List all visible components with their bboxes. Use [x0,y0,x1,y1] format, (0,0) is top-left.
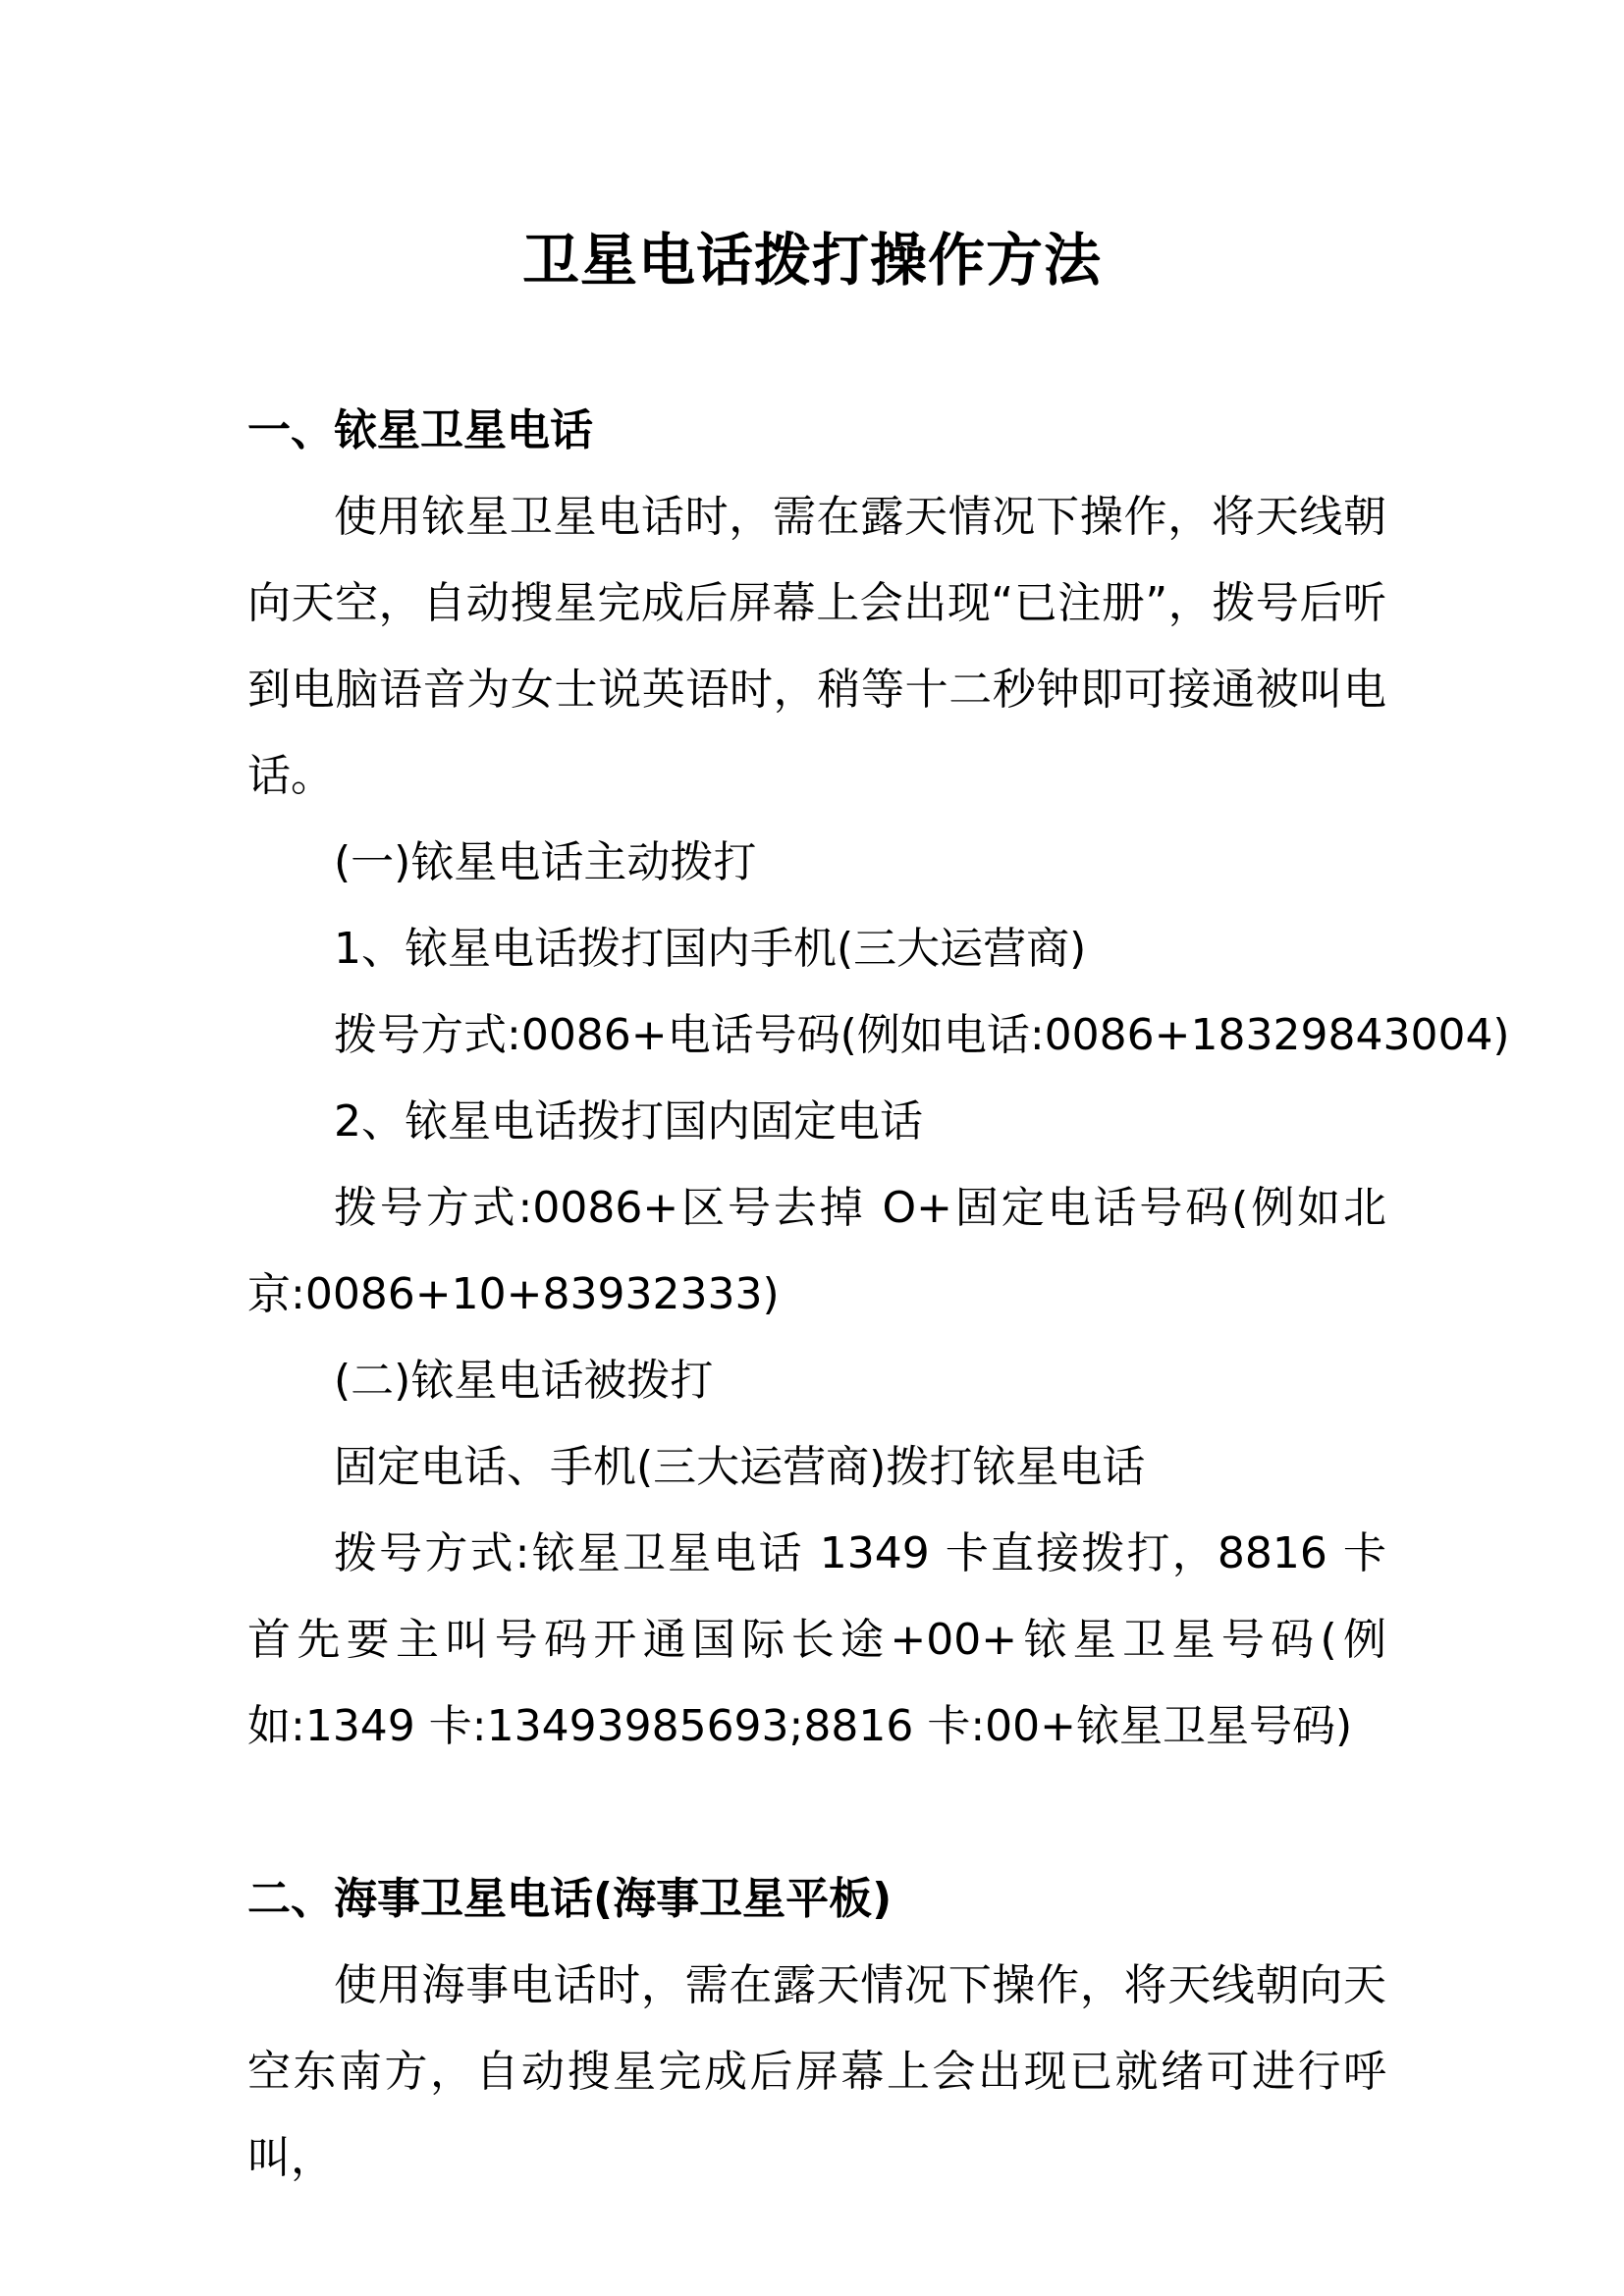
item-1-title: 1、铱星电话拨打国内手机(三大运营商) [334,924,1087,974]
section-1-heading: 一、铱星卫星电话 [247,405,593,455]
item-1-method: 拨号方式:0086+电话号码(例如电话:0086+18329843004) [334,1010,1510,1060]
subsection-2-method: 拨号方式:铱星卫星电话 1349 卡直接拨打，8816 卡首先要主叫号码开通国际长途+00+铱星卫星号码(例如:1349 卡:13493985693;8816 卡:00+铱星卫星号码) [247,1528,1386,1751]
section-2-heading: 二、海事卫星电话(海事卫星平板) [247,1874,893,1924]
document-body [247,388,1510,2202]
subsection-2-heading: (二)铱星电话被拨打 [334,1356,714,1406]
subsection-1-heading: (一)铱星电话主动拨打 [334,837,757,887]
item-2-method: 拨号方式:0086+区号去掉 O+固定电话号码(例如北京:0086+10+83932333) [247,1183,1386,1319]
item-2-title: 2、铱星电话拨打国内固定电话 [334,1096,923,1147]
page-title: 卫星电话拨打操作方法 [521,227,1102,294]
section-2-intro: 使用海事电话时，需在露天情况下操作，将天线朝向天空东南方，自动搜星完成后屏幕上会出现已就绪可进行呼叫， [247,1960,1386,2183]
section-spacer [247,1770,1386,1856]
section-1-intro: 使用铱星卫星电话时，需在露天情况下操作，将天线朝向天空，自动搜星完成后屏幕上会出现“已注册”，拨号后听到电脑语音为女士说英语时，稍等十二秒钟即可接通被叫电话。 [247,492,1386,801]
subsection-2-line: 固定电话、手机(三大运营商)拨打铱星电话 [334,1442,1146,1492]
